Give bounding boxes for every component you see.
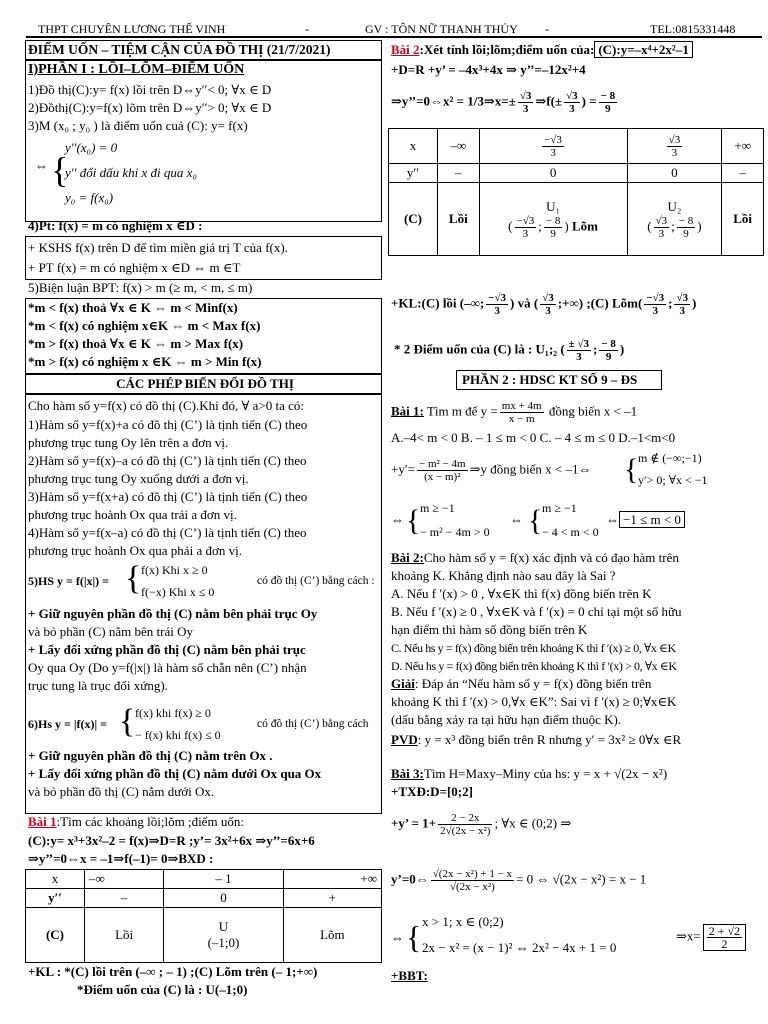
cond-2: y′′ đổi dấu khi x đi qua x₀ bbox=[65, 165, 197, 180]
cond-1: y′′(x₀) = 0 bbox=[65, 140, 118, 155]
option-b: B. Nếu f ′(x) ≥ 0 , ∀x∈K và f ′(x) = 0 chỉ tại một số hữu bbox=[391, 604, 682, 619]
result-box: −1 ≤ m < 0 bbox=[619, 511, 685, 528]
t2-m1: – bbox=[438, 164, 480, 183]
left-column bbox=[25, 40, 382, 1024]
p2-ex1-text: Tìm m để y = bbox=[426, 403, 498, 419]
num: √3 bbox=[542, 292, 554, 304]
rule-c: *m > f(x) thoả ∀x ∈ K ⇔ m > Max f(x) bbox=[28, 336, 244, 351]
den: (x − m)² bbox=[424, 471, 461, 483]
exercise-1-question bbox=[28, 814, 382, 830]
t2-u1-label: U₁ bbox=[546, 198, 561, 214]
t2-r2 bbox=[627, 129, 722, 164]
res-frac bbox=[703, 924, 746, 951]
sys-c2: − 4 < m < 0 bbox=[542, 525, 599, 539]
frac bbox=[674, 292, 690, 317]
part1-heading: I)PHẦN I : LỒI–LÕM–ĐIỂM UỐN bbox=[28, 62, 245, 77]
trans-5e: Oy qua Oy (Do y=f(|x|) là hàm số chẵn nên (C’) nhận bbox=[28, 660, 307, 675]
equiv: ⇔ bbox=[391, 512, 404, 527]
frac bbox=[644, 292, 666, 317]
trans-intro: Cho hàm số y=f(x) có đồ thị (C).Khi đó, ∀ a>0 ta có: bbox=[28, 398, 304, 413]
variation-table-label: +BBT: bbox=[391, 968, 428, 983]
num: −√3 bbox=[516, 214, 535, 227]
trans-5-end: có đồ thị (C’) bằng cách : bbox=[257, 575, 375, 587]
t2-convex2: Lồi bbox=[722, 183, 764, 256]
sys-a1: m ∉ (−∞;−1) bbox=[638, 451, 702, 465]
sys-b1: m ≥ −1 bbox=[420, 501, 455, 515]
sign-table-1 bbox=[25, 869, 382, 963]
t2-u2 bbox=[627, 183, 722, 256]
header-dash-2: - bbox=[545, 22, 549, 36]
option-b2: hạn điểm thì hàm số đồng biến trên K bbox=[391, 622, 588, 637]
t2-convex1: Lồi bbox=[438, 183, 480, 256]
brace-c: { bbox=[528, 504, 543, 537]
ex2-conclusion: +KL:(C) lồi (–∞; $\frac{-√3}{3}$ ) và ( $\frac{√3}{3}$ ;+∞) ;(C) Lõm( $\frac{-√3}{3}$ ; $\frac{√3}{3}$ ) bbox=[391, 292, 697, 317]
solution-2: khoảng K thì f ′(x) > 0,∀x ∈K”: Sai vì f ′(x) ≥ 0;∀x∈K bbox=[391, 694, 677, 709]
sys-a2: y′> 0; ∀x < −1 bbox=[638, 473, 708, 487]
ex2-roots-a: ⇒y’’=0⇔x² = 1/3⇒x=± bbox=[391, 93, 516, 109]
t2-z2: 0 bbox=[627, 164, 722, 183]
p2-ex3-label: Bài 3: bbox=[391, 766, 424, 781]
p2-ex2-text: Cho hàm số y = f(x) xác định và có đạo hàm trên bbox=[423, 550, 679, 565]
equiv-2: ⇔ bbox=[510, 512, 523, 527]
frac-minus8-over-9 bbox=[599, 90, 618, 115]
trans-6b: + Lấy đối xứng phần đồ thị (C) nằm dưới Ox qua Ox bbox=[28, 766, 322, 781]
p2-ex2-question bbox=[391, 550, 764, 566]
t2-ninf: –∞ bbox=[438, 129, 480, 164]
num: √3 bbox=[519, 90, 532, 102]
solution-label: Giải bbox=[391, 676, 415, 691]
ex2-question bbox=[391, 42, 764, 58]
trans-6-end: có đồ thị (C’) bằng cách bbox=[257, 718, 369, 730]
num: − 8 bbox=[545, 214, 561, 227]
trans-4b: phương trục hoành Ox qua phải a đơn vị. bbox=[28, 543, 242, 558]
num: 2 + √2 bbox=[708, 924, 741, 938]
t1-concave: Lõm bbox=[283, 908, 381, 963]
trans-5-case2: f(−x) Khi x ≤ 0 bbox=[141, 585, 215, 599]
den: 9 bbox=[550, 227, 556, 240]
ex2-text: :Xét tính lồi;lõm;điểm uốn của: bbox=[419, 42, 595, 57]
t2-u2-coord: ( $\frac{√3}{3}$ ; $\frac{- 8}{9}$ ) bbox=[647, 214, 702, 240]
z2: = 0 ⇔ √(2x − x²) = x − 1 bbox=[516, 871, 647, 887]
z: y’=0⇔ bbox=[391, 871, 429, 887]
t2-c: (C) bbox=[389, 183, 438, 256]
section-4-b: + PT f(x) = m có nghiệm x ∈D ⇔ m ∈T bbox=[28, 260, 241, 275]
t1-y2: y′′ bbox=[26, 889, 85, 908]
def-inflection: 3)M (x₀ ; y₀ ) là điểm uốn cuả (C): y= f(x) bbox=[28, 118, 248, 133]
solution-text: : Đáp án “Nếu hàm số y = f(x) đồng biến trên bbox=[414, 676, 652, 691]
sys-d2: 2x − x² = (x − 1)² ⇔ 2x² − 4x + 1 = 0 bbox=[422, 940, 617, 955]
frac bbox=[567, 338, 591, 363]
den: 9 bbox=[605, 103, 611, 115]
option-c: C. Nếu hs y = f(x) đồng biến trên khoảng K thì f ′(x) ≥ 0, ∀x ∈K bbox=[391, 641, 676, 655]
exercise-1-inflection: *Điểm uốn của (C) là : U(–1;0) bbox=[77, 982, 248, 997]
frac bbox=[431, 868, 514, 893]
t1-zero: 0 bbox=[164, 889, 283, 908]
trans-2b: phương trục tung Oy xuống dưới a đơn vị. bbox=[28, 471, 249, 486]
trans-6a: + Giữ nguyên phần đồ thị (C) nằm trên Ox . bbox=[28, 748, 273, 763]
cond: ⇒y đồng biến x < –1⇔ bbox=[469, 461, 592, 477]
frac bbox=[500, 400, 544, 425]
frac bbox=[486, 292, 508, 317]
option-a: A. Nếu f ′(x) > 0 , ∀x∈K thì f(x) đồng biến trên K bbox=[391, 586, 652, 601]
den: 3 bbox=[576, 351, 582, 363]
brace-b: { bbox=[406, 504, 421, 537]
trans-5: 5)HS y = f(|x|) = bbox=[28, 574, 109, 588]
t2-x: x bbox=[389, 129, 438, 164]
trans-5a: + Giữ nguyên phần đồ thị (C) nằm bên phải trục Oy bbox=[28, 606, 318, 621]
y: +y′= bbox=[391, 461, 416, 477]
sign-table-2 bbox=[388, 128, 764, 256]
t2-m2: – bbox=[722, 164, 764, 183]
header-rule bbox=[26, 36, 762, 38]
sys-b2: − m² − 4m > 0 bbox=[420, 525, 490, 539]
den: 3 bbox=[545, 305, 551, 317]
solution bbox=[391, 676, 764, 692]
t1-u: U bbox=[218, 919, 229, 934]
den: 2 bbox=[721, 937, 728, 951]
exercise-1-line1: (C):y= x³+3x²–2 = f(x)⇒D=R ;y’= 3x²+6x ⇒y’’=6x+6 bbox=[28, 833, 315, 848]
den: 3 bbox=[494, 305, 500, 317]
trans-title: CÁC PHÉP BIẾN ĐỔI ĐỒ THỊ bbox=[116, 376, 294, 391]
t1-c: (C) bbox=[26, 908, 85, 963]
frac bbox=[515, 215, 537, 240]
ex2-roots-b: ⇒f(± bbox=[535, 93, 563, 109]
rule-b: *m < f(x) có nghiệm x∈K ⇔ m < Max f(x) bbox=[28, 318, 261, 333]
kl-a: +KL:(C) lồi (–∞; bbox=[391, 295, 485, 311]
num: − m² − 4m bbox=[419, 458, 466, 470]
t2-pinf: +∞ bbox=[722, 129, 764, 164]
den: x − m bbox=[508, 413, 535, 425]
p2-ex2-label: Bài 2: bbox=[391, 550, 424, 565]
t1-root: – 1 bbox=[164, 870, 283, 889]
header-dash: - bbox=[305, 22, 309, 36]
kl-c: ;+∞) ;(C) Lõm( bbox=[557, 295, 643, 311]
num: − 8 bbox=[601, 338, 616, 350]
trans-3a: 3)Hàm số y=f(x+a) có đồ thị (C’) là tịnh tiến (C) theo bbox=[28, 489, 308, 504]
ex3-zero bbox=[391, 868, 764, 893]
section-4-a: + KSHS f(x) trên D để tìm miền giá trị T của f(x). bbox=[28, 240, 288, 255]
t1-ninf: –∞ bbox=[85, 870, 164, 889]
frac-sqrt3-over-3 bbox=[518, 90, 534, 115]
trans-1a: 1)Hàm số y=f(x)+a có đồ thị (C’) là tịnh tiến (C) theo bbox=[28, 417, 308, 432]
trans-5d: + Lấy đối xứng phần đồ thị (C) nằm bên phải trục bbox=[28, 642, 306, 657]
den: 3 bbox=[652, 305, 658, 317]
trans-5b: và bỏ phần (C) nằm bên trái Oy bbox=[28, 624, 193, 639]
trans-6-case1: f(x) khi f(x) ≥ 0 bbox=[135, 706, 211, 720]
equiv-sign: ⇔ bbox=[35, 158, 48, 173]
frac bbox=[544, 215, 562, 240]
den: 3 bbox=[569, 103, 575, 115]
den: 3 bbox=[671, 146, 678, 159]
frac bbox=[417, 458, 468, 483]
t1-coord: (–1;0) bbox=[207, 935, 240, 950]
exercise-1-label: Bài 1 bbox=[28, 814, 57, 829]
num: √3 bbox=[566, 90, 578, 102]
sys-d1: x > 1; x ∈ (0;2) bbox=[422, 914, 504, 929]
brace-a: { bbox=[624, 453, 639, 486]
p2-ex1-text2: đồng biến x < –1 bbox=[548, 403, 638, 419]
t1-minus: – bbox=[85, 889, 164, 908]
num: − 8 bbox=[678, 214, 694, 227]
rule-a: *m < f(x) thoả ∀x ∈ K ⇔ m < Minf(x) bbox=[28, 300, 238, 315]
def-concave: 2)Đồthị(C):y=f(x) lõm trên D⇔y′′> 0; ∀x ∈ D bbox=[28, 100, 272, 115]
t2-concave: Lõm bbox=[571, 217, 598, 233]
trans-4a: 4)Hàm số y=f(x–a) có đồ thị (C’) là tịnh tiến (C) theo bbox=[28, 525, 307, 540]
frac bbox=[599, 338, 618, 363]
result: ⇔ −1 ≤ m < 0 bbox=[606, 512, 764, 528]
num: −√3 bbox=[646, 292, 665, 304]
den: 9 bbox=[605, 351, 612, 363]
p2-ex1-answers: A.–4< m < 0 B. – 1 ≤ m < 0 C. – 4 ≤ m ≤ 0 D.–1<m<0 bbox=[391, 430, 676, 445]
equiv-3: ⇔ bbox=[391, 930, 404, 945]
school-name: THPT CHUYÊN LƯƠNG THẾ VINH bbox=[38, 22, 226, 36]
rule-d: *m > f(x) có nghiệm x ∈K ⇔ m > Min f(x) bbox=[28, 354, 262, 369]
num: mx + 4m bbox=[501, 400, 542, 412]
ex2-roots-c: ) = bbox=[581, 93, 597, 109]
solution-3: (dấu bằng xảy ra tại hữu hạn điểm thuộc K). bbox=[391, 712, 622, 727]
y: +y’ = 1+ bbox=[391, 815, 437, 831]
brace-5: { bbox=[125, 560, 142, 597]
def-convex: 1)Đồ thị(C):y= f(x) lồi trên D⇔y′′< 0; ∀x ∈ D bbox=[28, 82, 272, 97]
frac bbox=[542, 134, 564, 159]
t2-z1: 0 bbox=[479, 164, 627, 183]
frac bbox=[654, 215, 670, 240]
brace-d: { bbox=[406, 919, 422, 955]
u12-text: * 2 Điểm uốn của (C) là : U₁;₂ bbox=[394, 341, 558, 357]
option-d: D. Nếu hs y = f(x) đồng biến trên khoảng K thì f ′(x) > 0, ∀x ∈K bbox=[391, 659, 677, 673]
num: √3 bbox=[655, 214, 668, 227]
den: 3 bbox=[522, 103, 529, 115]
ex3-derivative bbox=[391, 812, 764, 837]
res-label: ⇒x= bbox=[676, 928, 701, 944]
part2-heading: PHẦN 2 : HDSC KT SỐ 9 – ĐS bbox=[462, 372, 638, 387]
phone-number: TEL:0815331448 bbox=[650, 22, 736, 36]
brace-6: { bbox=[119, 703, 136, 740]
t1-x: x bbox=[26, 870, 85, 889]
trans-6c: và bỏ phần đồ thị (C) nằm dưới Ox. bbox=[28, 784, 215, 799]
p2-ex1-label: Bài 1: bbox=[391, 403, 424, 419]
trans-5f: trục tung là trục đối xứng). bbox=[28, 678, 168, 693]
ex2-label: Bài 2 bbox=[391, 42, 420, 57]
den: 3 bbox=[522, 227, 529, 240]
den: 3 bbox=[679, 305, 685, 317]
p2-ex1-question bbox=[391, 400, 764, 425]
den: 2√(2x − x²) bbox=[440, 825, 491, 837]
t2-u2-label: U₂ bbox=[667, 198, 682, 214]
t2-y2: y′′ bbox=[389, 164, 438, 183]
ex2-derivatives: +D=R +y’ = –4x³+4x ⇒ y’’=–12x²+4 bbox=[391, 62, 586, 77]
t1-point bbox=[164, 908, 283, 963]
num: √3 bbox=[676, 292, 688, 304]
counterexample bbox=[391, 732, 764, 748]
t2-r1 bbox=[479, 129, 627, 164]
t2-u1 bbox=[479, 183, 627, 256]
ex2-roots bbox=[391, 90, 764, 115]
sys-c1: m ≥ −1 bbox=[542, 501, 577, 515]
pvd-label: PVD bbox=[391, 732, 418, 747]
page-title: ĐIỂM UỐN – TIỆM CẬN CỦA ĐỒ THỊ (21/7/2021) bbox=[28, 42, 331, 57]
den: 9 bbox=[683, 227, 689, 240]
trans-2a: 2)Hàm số y=f(x)–a có đồ thị (C’) là tịnh tiến (C) theo bbox=[28, 453, 307, 468]
p2-ex3-text: Tìm H=Maxy–Miny của hs: y = x + √(2x − x²) bbox=[423, 766, 668, 781]
num: √3 bbox=[668, 133, 681, 146]
domain-line: +TXĐ:D=[0;2] bbox=[391, 784, 473, 799]
frac bbox=[540, 292, 556, 317]
p2-ex3-question bbox=[391, 766, 764, 782]
trans-6-case2: − f(x) khi f(x) ≤ 0 bbox=[135, 728, 221, 742]
cond: ; ∀x ∈ (0;2) ⇒ bbox=[494, 815, 572, 831]
num: − 8 bbox=[600, 90, 616, 102]
frac bbox=[677, 215, 695, 240]
section-5-heading: 5)Biện luận BPT: f(x) > m (≥ m, < m, ≤ m) bbox=[28, 280, 253, 295]
exercise-1-conclusion: +KL : *(C) lồi trên (–∞ ; – 1) ;(C) Lõm trên (– 1;+∞) bbox=[28, 964, 318, 979]
num: 2 − 2x bbox=[438, 812, 492, 825]
exercise-1-text: :Tìm các khoảng lồi;lõm ;điểm uốn: bbox=[56, 814, 244, 829]
trans-5-case1: f(x) Khi x ≥ 0 bbox=[141, 563, 208, 577]
right-column bbox=[388, 40, 764, 1024]
num: −√3 bbox=[488, 292, 507, 304]
num: √(2x − x²) + 1 − x bbox=[432, 868, 513, 880]
trans-6: 6)Hs y = |f(x)| = bbox=[28, 717, 107, 731]
page-header bbox=[0, 0, 768, 34]
den: 3 bbox=[658, 227, 665, 240]
t1-convex: Lồi bbox=[85, 908, 164, 963]
section-4-heading: 4)Pt: f(x) = m có nghiệm x ∈D : bbox=[28, 218, 203, 233]
brace: { bbox=[51, 150, 69, 190]
pvd-text: : y = x³ đồng biến trên R nhưng y′ = 3x² ≥ 0∀x ∈R bbox=[417, 732, 682, 747]
num: ± √3 bbox=[568, 338, 589, 350]
den: 3 bbox=[550, 146, 556, 159]
ex3-result bbox=[676, 924, 764, 951]
trans-3b: phương trục hoành Ox qua trái a đơn vị. bbox=[28, 507, 237, 522]
p2-ex2-line2: khoảng K. Khẳng định nào sau đây là Sai ? bbox=[391, 568, 616, 583]
frac-sqrt3-over-3b bbox=[564, 90, 580, 115]
frac bbox=[438, 812, 492, 837]
ex2-inflections: * 2 Điểm uốn của (C) là : U₁;₂ ( $\frac{\pm √3}{3}$ ; $\frac{- 8}{9}$ ) bbox=[394, 338, 625, 363]
cond-3: y₀ = f(x₀) bbox=[65, 190, 114, 205]
t2-u1-coord: ( $\frac{-√3}{3}$ ; $\frac{- 8}{9}$ ) Lõm bbox=[508, 214, 598, 240]
exercise-1-line2: ⇒y’’=0⇔x = –1⇒f(–1)= 0⇒BXD : bbox=[28, 851, 214, 866]
frac bbox=[667, 134, 683, 159]
teacher-name: GV : TÔN NỮ THANH THỦY bbox=[365, 22, 518, 36]
ex2-function: (C):y=–x⁴+2x²–1 bbox=[594, 41, 693, 58]
t1-pinf: +∞ bbox=[283, 870, 381, 889]
t1-plus: + bbox=[283, 889, 381, 908]
num: −√3 bbox=[544, 133, 562, 146]
trans-1b: phương trục tung Oy lên trên a đơn vị. bbox=[28, 435, 229, 450]
kl-b: ) và ( bbox=[510, 295, 539, 311]
den: √(2x − x²) bbox=[449, 881, 495, 893]
